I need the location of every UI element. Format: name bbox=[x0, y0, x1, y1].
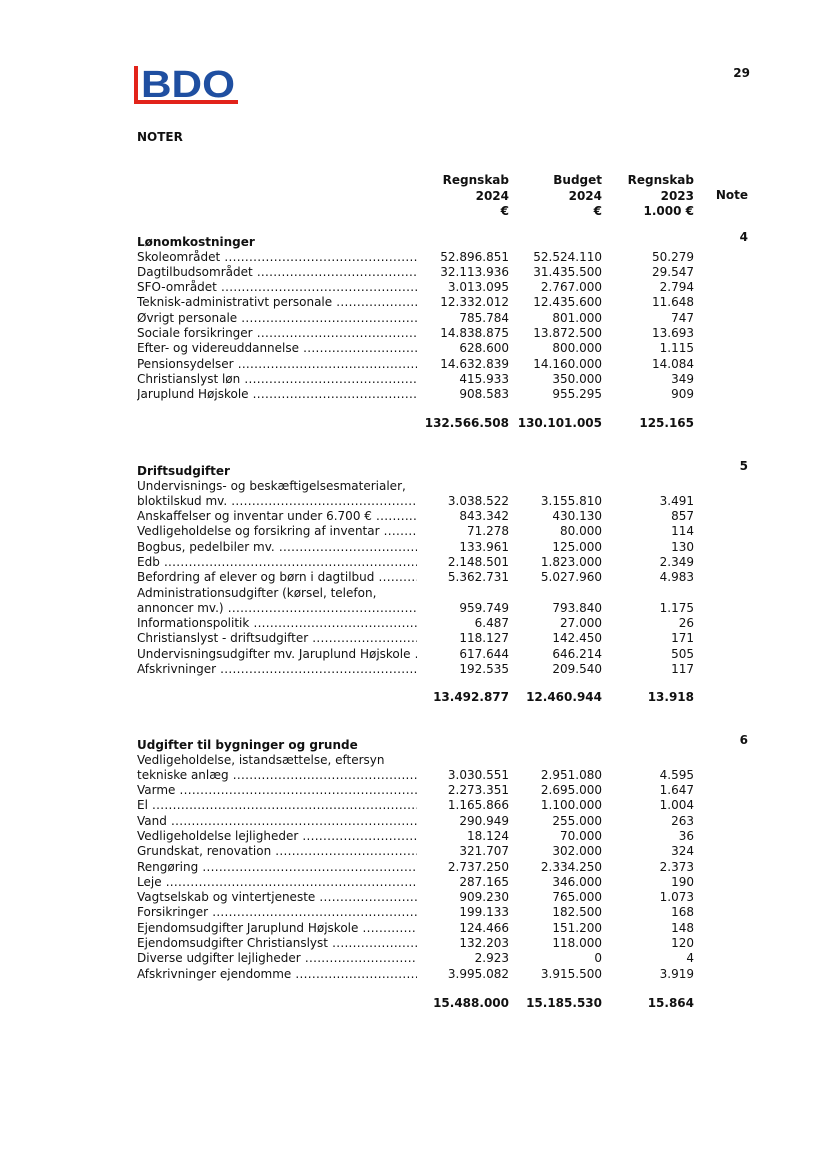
table-row bbox=[0, 509, 827, 524]
bdo-logo bbox=[134, 64, 238, 108]
total-regnskab-2024: 132.566.508 bbox=[424, 416, 509, 430]
value-regnskab-2023: 857 bbox=[671, 509, 694, 524]
table-row bbox=[0, 570, 827, 585]
table-row bbox=[0, 631, 827, 646]
value-regnskab-2024: 908.583 bbox=[459, 387, 509, 402]
value-budget-2024: 800.000 bbox=[552, 341, 602, 356]
table-row bbox=[0, 265, 827, 280]
row-label: Befordring af elever og børn i dagtilbud ..... bbox=[137, 570, 417, 585]
table-row bbox=[0, 860, 827, 875]
row-label: Vedligeholdelse lejligheder ..... bbox=[137, 829, 417, 844]
total-budget-2024: 15.185.530 bbox=[526, 996, 602, 1010]
row-label: El ..... bbox=[137, 798, 417, 813]
value-regnskab-2023: 168 bbox=[671, 905, 694, 920]
value-budget-2024: 430.130 bbox=[552, 509, 602, 524]
value-regnskab-2023: 114 bbox=[671, 524, 694, 539]
col-header-regnskab-2024 bbox=[400, 173, 509, 220]
value-regnskab-2023: 1.004 bbox=[659, 798, 694, 813]
row-label: Dagtilbudsområdet ..... bbox=[137, 265, 417, 280]
value-regnskab-2024: 199.133 bbox=[459, 905, 509, 920]
row-label: Teknisk-administrativt personale ..... bbox=[137, 295, 417, 310]
row-label: Efter- og videreuddannelse ..... bbox=[137, 341, 417, 356]
value-regnskab-2023: 29.547 bbox=[652, 264, 694, 279]
value-regnskab-2024: 5.362.731 bbox=[447, 570, 509, 585]
value-budget-2024: 646.214 bbox=[552, 646, 602, 661]
value-budget-2024: 255.000 bbox=[552, 813, 602, 828]
value-regnskab-2024: 14.632.839 bbox=[440, 356, 509, 371]
row-label: Vagtselskab og vintertjeneste ..... bbox=[137, 890, 417, 905]
row-label: Skoleområdet ..... bbox=[137, 250, 417, 265]
row-label: Øvrigt personale ..... bbox=[137, 311, 417, 326]
value-regnskab-2023: 2.373 bbox=[659, 859, 694, 874]
value-regnskab-2023: 3.491 bbox=[659, 493, 694, 508]
col-header-line: Regnskab bbox=[627, 173, 694, 187]
value-budget-2024: 31.435.500 bbox=[533, 264, 602, 279]
table-row bbox=[0, 616, 827, 631]
table-row bbox=[0, 311, 827, 326]
value-budget-2024: 346.000 bbox=[552, 874, 602, 889]
row-label: Leje ..... bbox=[137, 875, 417, 890]
col-header-line: € bbox=[500, 204, 509, 218]
value-regnskab-2023: 13.693 bbox=[652, 325, 694, 340]
value-regnskab-2023: 190 bbox=[671, 874, 694, 889]
table-row bbox=[0, 540, 827, 555]
value-regnskab-2024: 3.038.522 bbox=[447, 493, 509, 508]
value-regnskab-2024: 124.466 bbox=[459, 920, 509, 935]
value-regnskab-2024: 32.113.936 bbox=[440, 264, 509, 279]
row-label: Jaruplund Højskole ..... bbox=[137, 387, 417, 402]
value-regnskab-2023: 2.794 bbox=[659, 280, 694, 295]
table-row bbox=[0, 586, 827, 601]
table-row bbox=[0, 357, 827, 372]
page-number: 29 bbox=[733, 66, 750, 80]
value-regnskab-2024: 118.127 bbox=[459, 631, 509, 646]
col-header-budget-2024 bbox=[500, 173, 602, 220]
row-label: Diverse udgifter lejligheder ..... bbox=[137, 951, 417, 966]
value-regnskab-2024: 785.784 bbox=[459, 310, 509, 325]
value-regnskab-2023: 1.115 bbox=[659, 341, 694, 356]
value-regnskab-2023: 909 bbox=[671, 387, 694, 402]
value-budget-2024: 12.435.600 bbox=[533, 295, 602, 310]
total-regnskab-2023: 125.165 bbox=[639, 416, 694, 430]
row-label: Vedligeholdelse og forsikring af inventar ..... bbox=[137, 524, 417, 539]
table-row bbox=[0, 295, 827, 310]
value-regnskab-2024: 133.961 bbox=[459, 539, 509, 554]
value-regnskab-2024: 287.165 bbox=[459, 874, 509, 889]
value-regnskab-2024: 959.749 bbox=[459, 600, 509, 615]
value-budget-2024: 955.295 bbox=[552, 387, 602, 402]
row-label: Ejendomsudgifter Christianslyst ..... bbox=[137, 936, 417, 951]
row-label: Undervisnings- og beskæftigelsesmaterialer, bbox=[137, 478, 406, 493]
value-regnskab-2023: 4.595 bbox=[659, 767, 694, 782]
value-regnskab-2024: 321.707 bbox=[459, 844, 509, 859]
value-budget-2024: 2.334.250 bbox=[540, 859, 602, 874]
table-row bbox=[0, 555, 827, 570]
section-total bbox=[0, 690, 827, 706]
value-regnskab-2023: 4.983 bbox=[659, 570, 694, 585]
row-label: annoncer mv.) ..... bbox=[137, 601, 417, 616]
value-budget-2024: 2.695.000 bbox=[540, 783, 602, 798]
row-label: bloktilskud mv. ..... bbox=[137, 494, 417, 509]
value-budget-2024: 118.000 bbox=[552, 936, 602, 951]
value-regnskab-2023: 4 bbox=[686, 951, 694, 966]
total-budget-2024: 12.460.944 bbox=[526, 690, 602, 704]
row-label: Edb ..... bbox=[137, 555, 417, 570]
value-budget-2024: 350.000 bbox=[552, 371, 602, 386]
value-regnskab-2024: 2.923 bbox=[474, 951, 509, 966]
value-budget-2024: 5.027.960 bbox=[540, 570, 602, 585]
table-row bbox=[0, 387, 827, 402]
value-regnskab-2023: 1.175 bbox=[659, 600, 694, 615]
page-title: NOTER bbox=[137, 130, 183, 144]
table-row bbox=[0, 951, 827, 966]
row-label: Pensionsydelser ..... bbox=[137, 357, 417, 372]
value-regnskab-2024: 71.278 bbox=[467, 524, 509, 539]
section-note: 4 bbox=[739, 230, 748, 244]
value-budget-2024: 1.100.000 bbox=[540, 798, 602, 813]
value-regnskab-2024: 192.535 bbox=[459, 662, 509, 677]
value-regnskab-2024: 6.487 bbox=[474, 616, 509, 631]
total-regnskab-2023: 15.864 bbox=[647, 996, 694, 1010]
row-label: Ejendomsudgifter Jaruplund Højskole ..... bbox=[137, 921, 417, 936]
value-regnskab-2023: 14.084 bbox=[652, 356, 694, 371]
section-rows bbox=[0, 250, 827, 403]
value-budget-2024: 801.000 bbox=[552, 310, 602, 325]
row-label: Vand ..... bbox=[137, 814, 417, 829]
value-regnskab-2024: 2.737.250 bbox=[447, 859, 509, 874]
table-row bbox=[0, 753, 827, 768]
value-regnskab-2023: 263 bbox=[671, 813, 694, 828]
col-header-note: Note bbox=[715, 188, 748, 202]
value-regnskab-2024: 2.273.351 bbox=[447, 783, 509, 798]
row-label: Vedligeholdelse, istandsættelse, eftersyn bbox=[137, 752, 385, 767]
table-row bbox=[0, 601, 827, 616]
total-budget-2024: 130.101.005 bbox=[517, 416, 602, 430]
value-budget-2024: 765.000 bbox=[552, 890, 602, 905]
value-regnskab-2023: 1.073 bbox=[659, 890, 694, 905]
section-total bbox=[0, 416, 827, 432]
value-budget-2024: 80.000 bbox=[560, 524, 602, 539]
value-regnskab-2023: 120 bbox=[671, 936, 694, 951]
table-row bbox=[0, 341, 827, 356]
row-label: Undervisningsudgifter mv. Jaruplund Højskole ..... bbox=[137, 647, 417, 662]
col-header-line: 2023 bbox=[660, 188, 694, 203]
section-title: Udgifter til bygninger og grunde bbox=[137, 738, 358, 752]
row-label: Rengøring ..... bbox=[137, 860, 417, 875]
table-row bbox=[0, 524, 827, 539]
row-label: Grundskat, renovation ..... bbox=[137, 844, 417, 859]
col-header-line: 2024 bbox=[568, 188, 602, 203]
table-row bbox=[0, 250, 827, 265]
total-regnskab-2023: 13.918 bbox=[647, 690, 694, 704]
value-regnskab-2023: 505 bbox=[671, 646, 694, 661]
value-regnskab-2024: 1.165.866 bbox=[447, 798, 509, 813]
section-rows bbox=[0, 753, 827, 982]
value-budget-2024: 142.450 bbox=[552, 631, 602, 646]
value-regnskab-2023: 3.919 bbox=[659, 966, 694, 981]
table-row bbox=[0, 967, 827, 982]
value-regnskab-2024: 2.148.501 bbox=[447, 554, 509, 569]
logo-text: BDO bbox=[141, 64, 235, 106]
value-regnskab-2024: 290.949 bbox=[459, 813, 509, 828]
total-regnskab-2024: 13.492.877 bbox=[433, 690, 509, 704]
value-regnskab-2024: 843.342 bbox=[459, 509, 509, 524]
col-header-line: Budget bbox=[553, 173, 602, 187]
section-note: 5 bbox=[739, 459, 748, 473]
table-row bbox=[0, 921, 827, 936]
row-label: Bogbus, pedelbiler mv. ..... bbox=[137, 540, 417, 555]
value-regnskab-2024: 12.332.012 bbox=[440, 295, 509, 310]
table-row bbox=[0, 936, 827, 951]
row-label: tekniske anlæg ..... bbox=[137, 768, 417, 783]
value-budget-2024: 27.000 bbox=[560, 616, 602, 631]
section-rows bbox=[0, 479, 827, 678]
table-row bbox=[0, 844, 827, 859]
value-budget-2024: 302.000 bbox=[552, 844, 602, 859]
row-label: Christianslyst - driftsudgifter ..... bbox=[137, 631, 417, 646]
section-title: Driftsudgifter bbox=[137, 464, 230, 478]
table-row bbox=[0, 768, 827, 783]
col-header-line: Regnskab bbox=[442, 173, 509, 187]
value-budget-2024: 182.500 bbox=[552, 905, 602, 920]
value-regnskab-2023: 117 bbox=[671, 662, 694, 677]
value-regnskab-2023: 26 bbox=[678, 616, 694, 631]
value-regnskab-2023: 747 bbox=[671, 310, 694, 325]
value-budget-2024: 2.951.080 bbox=[540, 767, 602, 782]
table-row bbox=[0, 783, 827, 798]
value-regnskab-2023: 130 bbox=[671, 539, 694, 554]
row-label: Administrationsudgifter (kørsel, telefon, bbox=[137, 585, 377, 600]
value-budget-2024: 2.767.000 bbox=[540, 280, 602, 295]
section-total bbox=[0, 996, 827, 1012]
section-title: Lønomkostninger bbox=[137, 235, 255, 249]
table-row bbox=[0, 905, 827, 920]
value-regnskab-2023: 324 bbox=[671, 844, 694, 859]
col-header-line: € bbox=[593, 204, 602, 218]
section-note: 6 bbox=[739, 733, 748, 747]
row-label: Forsikringer ..... bbox=[137, 905, 417, 920]
row-label: Varme ..... bbox=[137, 783, 417, 798]
value-regnskab-2024: 52.896.851 bbox=[440, 249, 509, 264]
value-budget-2024: 3.915.500 bbox=[540, 966, 602, 981]
row-label: Afskrivninger ejendomme ..... bbox=[137, 967, 417, 982]
value-regnskab-2023: 50.279 bbox=[652, 249, 694, 264]
value-regnskab-2024: 628.600 bbox=[459, 341, 509, 356]
table-row bbox=[0, 890, 827, 905]
value-regnskab-2024: 617.644 bbox=[459, 646, 509, 661]
value-regnskab-2024: 132.203 bbox=[459, 936, 509, 951]
value-budget-2024: 1.823.000 bbox=[540, 554, 602, 569]
value-budget-2024: 52.524.110 bbox=[533, 249, 602, 264]
value-budget-2024: 0 bbox=[594, 951, 602, 966]
value-budget-2024: 793.840 bbox=[552, 600, 602, 615]
table-row bbox=[0, 875, 827, 890]
value-regnskab-2023: 171 bbox=[671, 631, 694, 646]
table-row bbox=[0, 479, 827, 494]
value-budget-2024: 70.000 bbox=[560, 828, 602, 843]
row-label: SFO-området ..... bbox=[137, 280, 417, 295]
row-label: Anskaffelser og inventar under 6.700 € ..... bbox=[137, 509, 417, 524]
table-row bbox=[0, 647, 827, 662]
table-row bbox=[0, 798, 827, 813]
value-regnskab-2024: 3.995.082 bbox=[447, 966, 509, 981]
value-regnskab-2023: 1.647 bbox=[659, 783, 694, 798]
value-budget-2024: 3.155.810 bbox=[540, 493, 602, 508]
table-row bbox=[0, 372, 827, 387]
col-header-line: 2024 bbox=[475, 188, 509, 203]
table-row bbox=[0, 662, 827, 677]
row-label: Afskrivninger ..... bbox=[137, 662, 417, 677]
value-budget-2024: 14.160.000 bbox=[533, 356, 602, 371]
value-regnskab-2024: 18.124 bbox=[467, 828, 509, 843]
value-regnskab-2023: 2.349 bbox=[659, 554, 694, 569]
value-regnskab-2024: 3.030.551 bbox=[447, 767, 509, 782]
col-header-regnskab-2023 bbox=[600, 173, 694, 220]
table-row bbox=[0, 326, 827, 341]
value-regnskab-2023: 11.648 bbox=[652, 295, 694, 310]
table-row bbox=[0, 494, 827, 509]
value-regnskab-2023: 148 bbox=[671, 920, 694, 935]
value-regnskab-2023: 349 bbox=[671, 371, 694, 386]
value-budget-2024: 209.540 bbox=[552, 662, 602, 677]
value-regnskab-2024: 415.933 bbox=[459, 371, 509, 386]
col-header-line: 1.000 € bbox=[643, 204, 694, 218]
table-row bbox=[0, 814, 827, 829]
value-regnskab-2024: 14.838.875 bbox=[440, 325, 509, 340]
value-regnskab-2023: 36 bbox=[678, 828, 694, 843]
row-label: Sociale forsikringer ..... bbox=[137, 326, 417, 341]
value-budget-2024: 13.872.500 bbox=[533, 325, 602, 340]
row-label: Informationspolitik ..... bbox=[137, 616, 417, 631]
value-budget-2024: 151.200 bbox=[552, 920, 602, 935]
value-regnskab-2024: 3.013.095 bbox=[447, 280, 509, 295]
value-budget-2024: 125.000 bbox=[552, 539, 602, 554]
table-row bbox=[0, 829, 827, 844]
table-row bbox=[0, 280, 827, 295]
total-regnskab-2024: 15.488.000 bbox=[433, 996, 509, 1010]
value-regnskab-2024: 909.230 bbox=[459, 890, 509, 905]
row-label: Christianslyst løn ..... bbox=[137, 372, 417, 387]
